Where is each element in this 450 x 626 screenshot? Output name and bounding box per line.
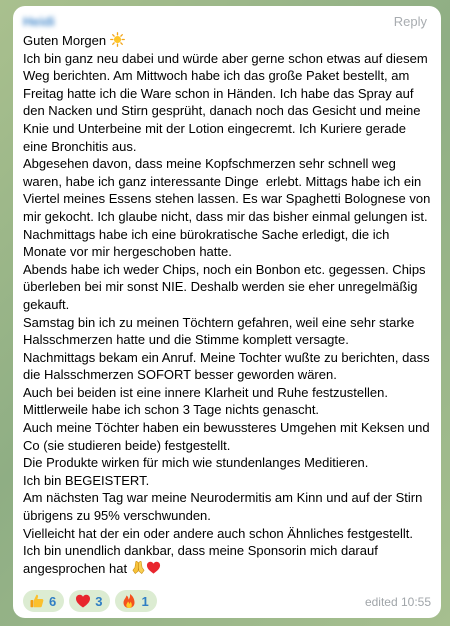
reaction-heart[interactable] [69, 590, 110, 612]
reply-button[interactable]: Reply [393, 14, 427, 29]
paragraph-4: Samstag bin ich zu meinen Töchtern gefahren, weil eine sehr starke Halsschmerzen hatte und die Stimme komplett versagte. [23, 314, 419, 348]
reaction-count: 3 [95, 593, 103, 609]
paragraph-5: Nachmittags bekam ein Anruf. Meine Tochter wußte zu berichten, dass die Halsschmerzen SOFORT besser geworden wären. [23, 349, 434, 383]
message-header [23, 12, 431, 30]
red-heart-icon [75, 593, 91, 609]
sun-icon [110, 32, 125, 47]
fire-icon [121, 593, 137, 609]
paragraph-3: Abends habe ich weder Chips, noch ein Bonbon etc. gegessen. Chips überleben bei mir sonst NIE. Deshalb werden sie eher unregelmäßig gekauft. [23, 261, 430, 312]
paragraph-12: Vielleicht hat der ein oder andere auch schon Ähnliches festgestellt. [23, 525, 414, 541]
reaction-count: 1 [141, 593, 149, 609]
message-bubble[interactable] [13, 6, 441, 618]
reaction-count: 6 [49, 593, 57, 609]
paragraph-8: Auch meine Töchter haben ein bewussteres Umgehen mit Keksen und Co (sie studieren beide) festgestellt. [23, 420, 434, 453]
message-status: edited 10:55 [364, 595, 431, 609]
greeting-text: Guten Morgen [23, 33, 107, 48]
red-heart-icon [146, 560, 161, 575]
reaction-thumbs-up[interactable] [23, 590, 64, 612]
thumbs-up-icon [29, 593, 45, 609]
paragraph-2: Abgesehen davon, dass meine Kopfschmerzen sehr schnell weg waren, habe ich ganz interessante Dinge erlebt. Mittags habe ich ein Viertel meines Essens stehen lassen. Es war Spaghetti Bolognese von mir gekocht. Ich glaube nicht, dass mir das bisher einmal gelungen ist. Nachmittags habe ich eine bürokratische Sache erledigt, die ich Monate vor mir hergeschoben hatte. [23, 156, 434, 260]
folded-hands-icon [131, 560, 146, 575]
paragraph-10: Ich bin BEGEISTERT. [23, 472, 150, 488]
sender-name[interactable]: Heidi [23, 14, 55, 29]
paragraph-7: Mittlerweile habe ich schon 3 Tage nichts genascht. [23, 402, 320, 418]
paragraph-1: Ich bin ganz neu dabei und würde aber gerne schon etwas auf diesem Weg berichten. Am Mittwoch habe ich das große Paket bestellt, am Freitag hatte ich die Ware schon in Händen. Ich habe das Spray auf den Nacken und Stirn gesprüht, danach noch das Gesicht und meine Knie und Unterbeine mit der Lotion eingecremt. Ich Kuriere gerade eine Bronchitis aus. [23, 50, 432, 154]
message-footer [23, 590, 431, 612]
reaction-fire[interactable] [115, 590, 156, 612]
paragraph-9: Die Produkte wirken für mich wie stundenlanges Meditieren. [23, 455, 369, 471]
paragraph-13: Ich bin unendlich dankbar, dass meine Sponsorin mich darauf angesprochen hat [23, 543, 382, 576]
message-text [23, 32, 434, 577]
paragraph-6: Auch bei beiden ist eine innere Klarheit und Ruhe festzustellen. [23, 384, 388, 400]
paragraph-11: Am nächsten Tag war meine Neurodermitis am Kinn und auf der Stirn übrigens zu 95% verschwunden. [23, 490, 426, 524]
